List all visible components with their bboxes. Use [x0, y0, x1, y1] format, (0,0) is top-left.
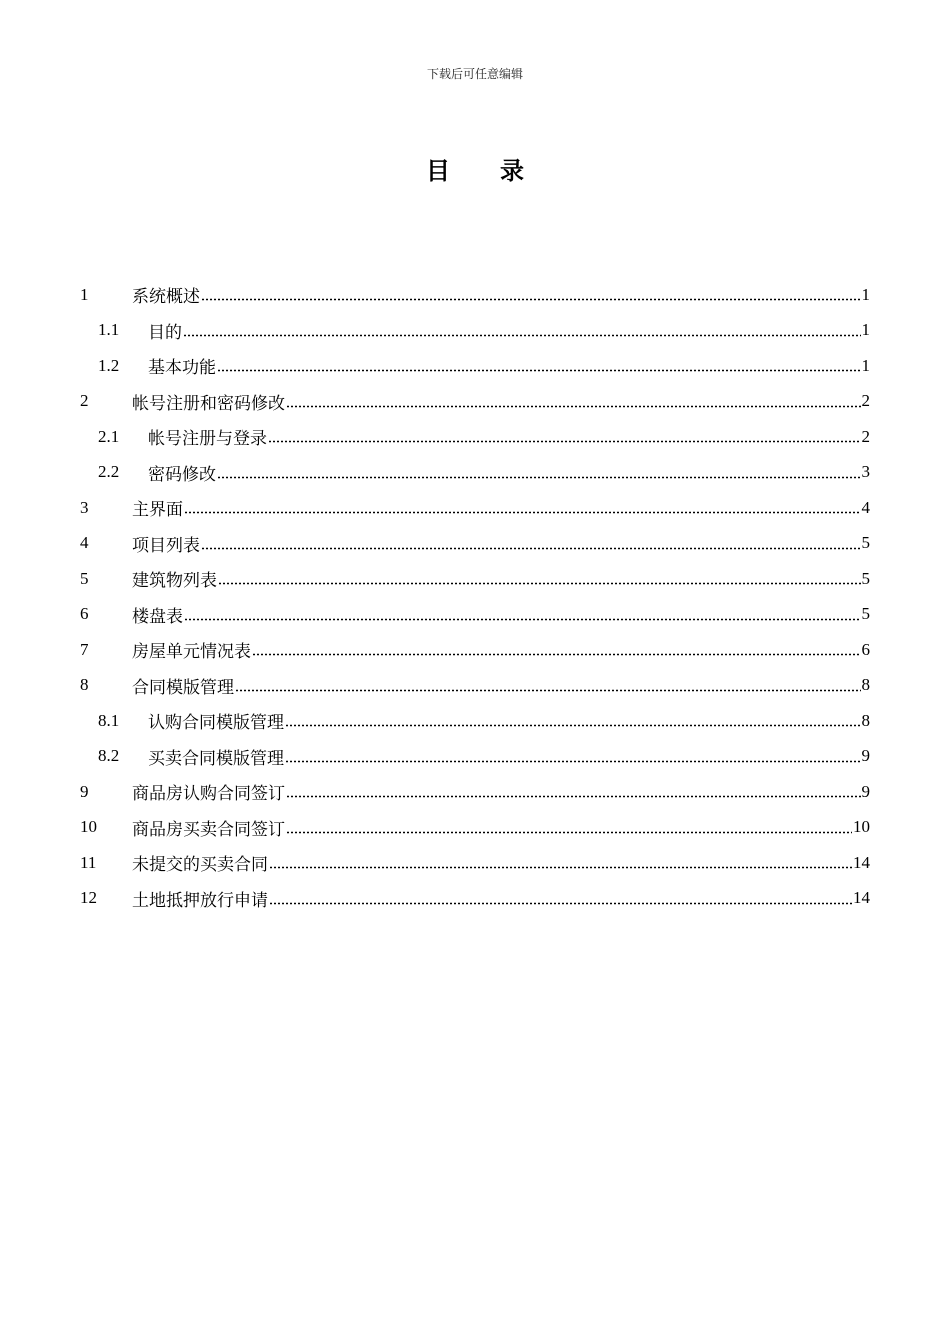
- toc-entry[interactable]: [80, 632, 870, 668]
- toc-entry[interactable]: [80, 881, 870, 917]
- dot-leader: [286, 393, 861, 410]
- toc-entry-page: 6: [861, 639, 870, 659]
- dot-leader: [183, 322, 861, 339]
- dot-leader: [286, 783, 861, 800]
- toc-entry[interactable]: [80, 845, 870, 881]
- toc-title: 目 录: [426, 159, 546, 185]
- header-note: 下载后可任意编辑: [426, 67, 523, 81]
- toc-entry-title: 土地抵押放行申请: [132, 890, 268, 910]
- toc-entry-number: 5: [80, 568, 89, 588]
- dot-leader: [201, 535, 861, 552]
- toc-entry-page: 3: [861, 462, 870, 482]
- toc-entry[interactable]: [80, 419, 870, 455]
- toc-entry[interactable]: [80, 277, 870, 313]
- toc-entry-title: 密码修改: [148, 464, 216, 484]
- toc-entry-title: 项目列表: [132, 535, 200, 555]
- toc-entry-title: 帐号注册和密码修改: [132, 393, 285, 413]
- toc-entry-title: 买卖合同模版管理: [148, 748, 284, 768]
- toc-entry[interactable]: [80, 739, 870, 775]
- toc-entry-title: 主界面: [132, 500, 183, 520]
- toc-entry-page: 9: [861, 781, 870, 801]
- dot-leader: [285, 748, 861, 765]
- toc-entry-page: 2: [861, 426, 870, 446]
- dot-leader: [285, 712, 861, 729]
- toc-entry-title: 建筑物列表: [132, 571, 217, 591]
- dot-leader: [218, 570, 861, 587]
- toc-entry-number: 6: [80, 604, 89, 624]
- toc-entry-title: 认购合同模版管理: [148, 713, 284, 733]
- toc-entry-page: 2: [861, 391, 870, 411]
- toc-entry-page: 8: [861, 710, 870, 730]
- toc-entry-page: 5: [861, 533, 870, 553]
- toc-entry-title: 楼盘表: [132, 606, 183, 626]
- dot-leader: [268, 428, 861, 445]
- toc-entry-title: 基本功能: [148, 358, 216, 378]
- dot-leader: [184, 606, 861, 623]
- dot-leader: [252, 641, 861, 658]
- toc-entry-page: 1: [861, 320, 870, 340]
- toc-entry-title: 合同模版管理: [132, 677, 234, 697]
- toc-entry-title: 帐号注册与登录: [148, 429, 267, 449]
- toc-entry[interactable]: [80, 668, 870, 704]
- dot-leader: [201, 286, 861, 303]
- toc-entry-page: 4: [861, 497, 870, 517]
- dot-leader: [217, 464, 861, 481]
- toc-entry-number: 12: [80, 888, 97, 908]
- toc-entry[interactable]: [80, 774, 870, 810]
- toc-entry-page: 14: [853, 888, 870, 908]
- toc-entry-page: 8: [861, 675, 870, 695]
- toc-entry-title: 商品房认购合同签订: [132, 784, 285, 804]
- toc-entry[interactable]: [80, 348, 870, 384]
- toc-entry[interactable]: [80, 526, 870, 562]
- toc-entry[interactable]: [80, 561, 870, 597]
- toc-entry-number: 9: [80, 781, 89, 801]
- toc-entry[interactable]: [80, 384, 870, 420]
- toc-entry-title: 系统概述: [132, 287, 200, 307]
- toc-entry-number: 1.1: [98, 320, 120, 340]
- toc-entry-page: 5: [861, 568, 870, 588]
- toc-entry-number: 7: [80, 639, 89, 659]
- toc-entry-number: 8.2: [98, 746, 120, 766]
- toc-entry-page: 14: [853, 852, 870, 872]
- toc-entry-page: 1: [861, 284, 870, 304]
- toc-entry-number: 10: [80, 817, 97, 837]
- dot-leader: [235, 677, 861, 694]
- toc-entry-page: 1: [861, 355, 870, 375]
- toc-entry[interactable]: [80, 810, 870, 846]
- toc-entry-number: 1: [80, 284, 89, 304]
- toc-entry-title: 未提交的买卖合同: [132, 855, 268, 875]
- toc-entry[interactable]: [80, 597, 870, 633]
- toc-entry-number: 2.2: [98, 462, 120, 482]
- toc-entry[interactable]: [80, 455, 870, 491]
- toc-entry-title: 房屋单元情况表: [132, 642, 251, 662]
- toc-entry-title: 商品房买卖合同签订: [132, 819, 285, 839]
- toc-entry-number: 1.2: [98, 355, 120, 375]
- toc-entry-number: 3: [80, 497, 89, 517]
- toc-entry[interactable]: [80, 313, 870, 349]
- toc-entry-title: 目的: [148, 322, 182, 342]
- dot-leader: [269, 854, 852, 871]
- toc-entry-number: 8: [80, 675, 89, 695]
- toc-entry-number: 8.1: [98, 710, 120, 730]
- table-of-contents: [80, 277, 870, 916]
- toc-entry-number: 11: [80, 852, 97, 872]
- toc-entry[interactable]: [80, 703, 870, 739]
- toc-entry-page: 5: [861, 604, 870, 624]
- toc-entry-page: 9: [861, 746, 870, 766]
- toc-entry-number: 2.1: [98, 426, 120, 446]
- dot-leader: [217, 357, 861, 374]
- toc-entry-number: 4: [80, 533, 89, 553]
- toc-entry-page: 10: [853, 817, 870, 837]
- dot-leader: [184, 499, 861, 516]
- toc-entry-number: 2: [80, 391, 89, 411]
- dot-leader: [269, 890, 852, 907]
- dot-leader: [286, 819, 852, 836]
- toc-entry[interactable]: [80, 490, 870, 526]
